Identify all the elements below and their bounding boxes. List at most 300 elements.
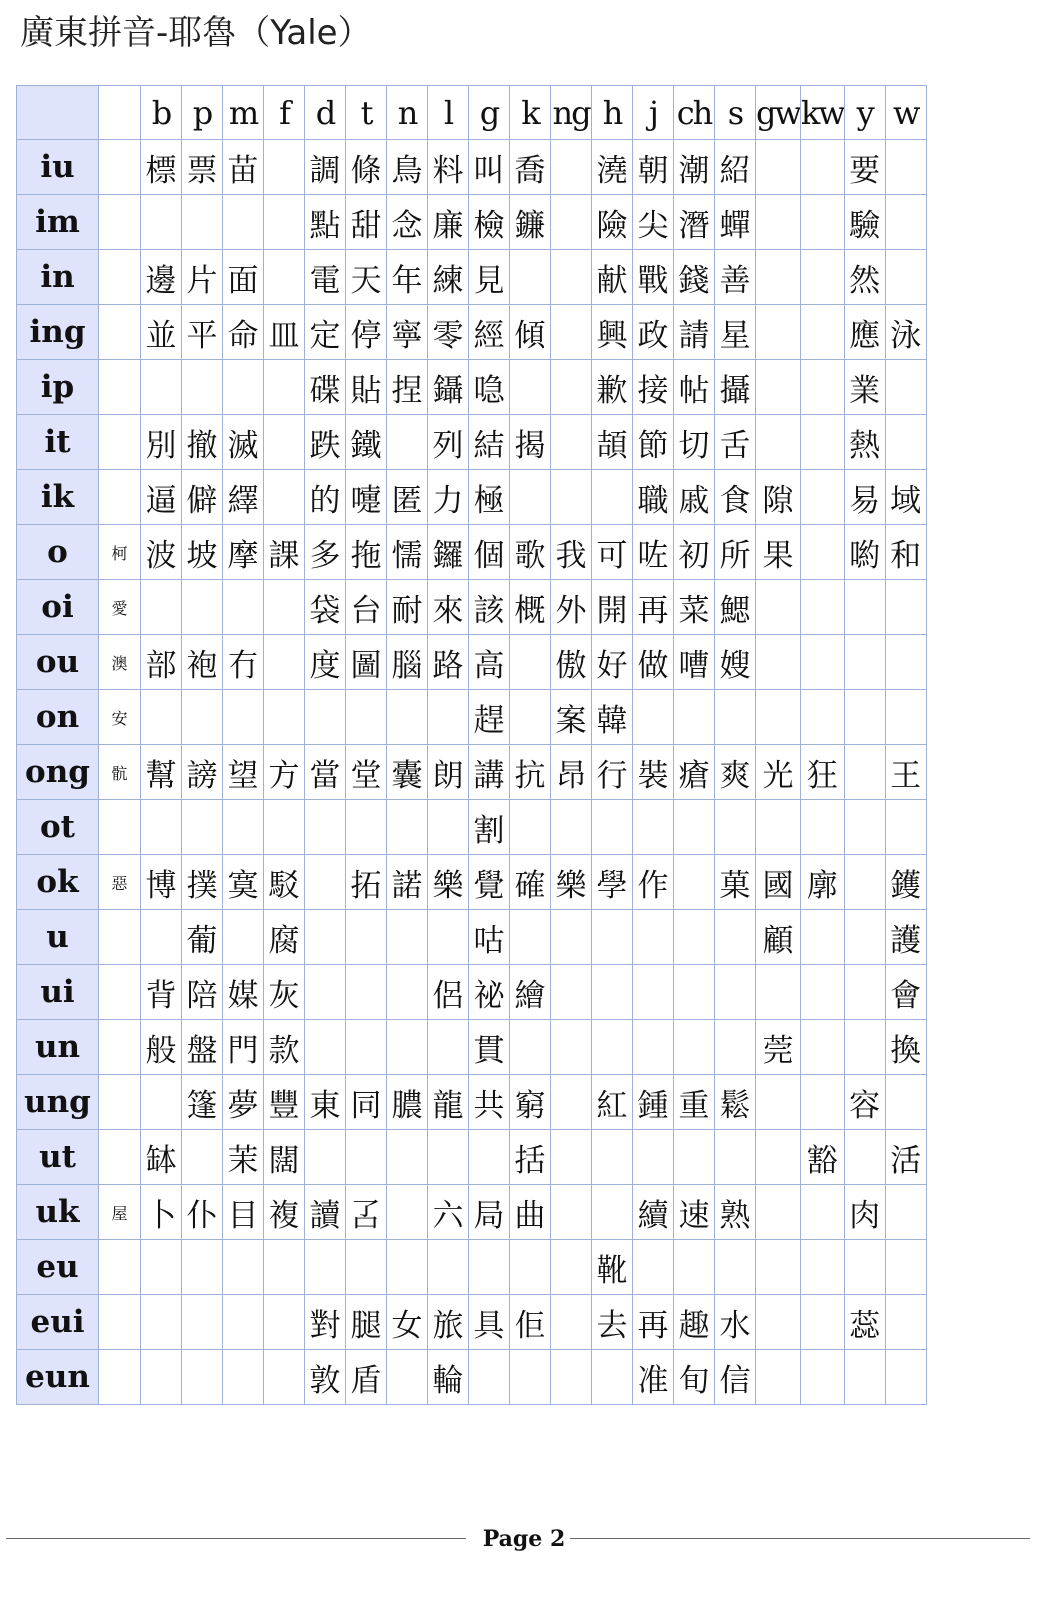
character-cell: [844, 745, 885, 800]
character-cell: [510, 250, 551, 305]
character-cell: 易: [844, 470, 885, 525]
character-cell: 熟: [715, 1185, 756, 1240]
character-cell: 對: [305, 1295, 346, 1350]
final-label-cell: ut: [17, 1130, 99, 1185]
character-cell: [592, 1020, 633, 1075]
character-cell: [264, 800, 305, 855]
character-cell: 職: [633, 470, 674, 525]
character-cell: 外: [551, 580, 592, 635]
character-cell: [99, 415, 141, 470]
character-cell: 光: [756, 745, 801, 800]
character-cell: [141, 580, 182, 635]
character-cell: [387, 965, 428, 1020]
character-cell: 熱: [844, 415, 885, 470]
character-cell: [715, 1130, 756, 1185]
character-cell: 屋: [99, 1185, 141, 1240]
character-cell: 龍: [428, 1075, 469, 1130]
character-cell: 泳: [885, 305, 926, 360]
character-cell: [844, 910, 885, 965]
character-cell: 袍: [182, 635, 223, 690]
final-label-cell: ip: [17, 360, 99, 415]
character-cell: [756, 1185, 801, 1240]
character-cell: [800, 910, 844, 965]
character-cell: 確: [510, 855, 551, 910]
character-cell: 貼: [346, 360, 387, 415]
character-cell: 紅: [592, 1075, 633, 1130]
character-cell: 喼: [469, 360, 510, 415]
character-cell: 來: [428, 580, 469, 635]
character-cell: 廓: [800, 855, 844, 910]
character-cell: [182, 580, 223, 635]
character-cell: [674, 1240, 715, 1295]
character-cell: [346, 1020, 387, 1075]
character-cell: 然: [844, 250, 885, 305]
character-cell: 裝: [633, 745, 674, 800]
character-cell: 鍾: [633, 1075, 674, 1130]
character-cell: [99, 1020, 141, 1075]
character-cell: 撲: [182, 855, 223, 910]
character-cell: [99, 1130, 141, 1185]
character-cell: [551, 1075, 592, 1130]
character-cell: 豐: [264, 1075, 305, 1130]
character-cell: 目: [223, 1185, 264, 1240]
character-cell: 節: [633, 415, 674, 470]
character-cell: [844, 1240, 885, 1295]
character-cell: [469, 1130, 510, 1185]
character-cell: [800, 415, 844, 470]
final-row: [17, 1350, 927, 1405]
character-cell: [715, 1240, 756, 1295]
character-cell: 盾: [346, 1350, 387, 1405]
character-cell: [387, 800, 428, 855]
character-cell: [756, 140, 801, 195]
character-cell: [756, 415, 801, 470]
character-cell: 戚: [674, 470, 715, 525]
character-cell: 繹: [223, 470, 264, 525]
character-cell: 瘡: [674, 745, 715, 800]
character-cell: 概: [510, 580, 551, 635]
character-cell: [182, 1130, 223, 1185]
character-cell: 繪: [510, 965, 551, 1020]
character-cell: [223, 1350, 264, 1405]
character-cell: 戰: [633, 250, 674, 305]
character-cell: 膿: [387, 1075, 428, 1130]
character-cell: 鑷: [428, 360, 469, 415]
character-cell: 爽: [715, 745, 756, 800]
character-cell: 咗: [633, 525, 674, 580]
character-cell: 會: [885, 965, 926, 1020]
character-cell: 叾: [346, 1185, 387, 1240]
character-cell: 善: [715, 250, 756, 305]
final-label-cell: ung: [17, 1075, 99, 1130]
character-cell: [305, 800, 346, 855]
character-cell: 媒: [223, 965, 264, 1020]
final-label-cell: eui: [17, 1295, 99, 1350]
character-cell: 片: [182, 250, 223, 305]
character-cell: [182, 1350, 223, 1405]
character-cell: 點: [305, 195, 346, 250]
character-cell: 列: [428, 415, 469, 470]
character-cell: [800, 195, 844, 250]
character-cell: [592, 1350, 633, 1405]
character-cell: 闊: [264, 1130, 305, 1185]
initial-header-cell: kw: [800, 86, 844, 140]
character-cell: 割: [469, 800, 510, 855]
character-cell: [510, 470, 551, 525]
character-cell: [99, 470, 141, 525]
character-cell: [428, 910, 469, 965]
character-cell: [264, 580, 305, 635]
character-cell: 紹: [715, 140, 756, 195]
character-cell: [387, 690, 428, 745]
character-cell: [800, 635, 844, 690]
character-cell: [264, 195, 305, 250]
character-cell: 駁: [264, 855, 305, 910]
character-cell: 邊: [141, 250, 182, 305]
character-cell: 嚏: [346, 470, 387, 525]
character-cell: [800, 470, 844, 525]
final-label-cell: ok: [17, 855, 99, 910]
character-cell: 腦: [387, 635, 428, 690]
character-cell: [223, 800, 264, 855]
character-cell: [844, 1350, 885, 1405]
character-cell: 韓: [592, 690, 633, 745]
character-cell: 切: [674, 415, 715, 470]
page-title: 廣東拼音-耶魯（Yale）: [20, 13, 372, 53]
final-row: [17, 360, 927, 415]
final-row: [17, 195, 927, 250]
character-cell: 票: [182, 140, 223, 195]
character-cell: [800, 965, 844, 1020]
character-cell: 窮: [510, 1075, 551, 1130]
character-cell: [844, 965, 885, 1020]
character-cell: [592, 800, 633, 855]
character-cell: 摩: [223, 525, 264, 580]
final-label-cell: in: [17, 250, 99, 305]
character-cell: [223, 195, 264, 250]
character-cell: [346, 965, 387, 1020]
character-cell: 續: [633, 1185, 674, 1240]
character-cell: [223, 1295, 264, 1350]
character-cell: 我: [551, 525, 592, 580]
final-row: [17, 250, 927, 305]
character-cell: [800, 1185, 844, 1240]
character-cell: [182, 800, 223, 855]
character-cell: 台: [346, 580, 387, 635]
character-cell: [387, 415, 428, 470]
character-cell: [99, 965, 141, 1020]
character-cell: 嘈: [674, 635, 715, 690]
character-cell: 命: [223, 305, 264, 360]
character-cell: [551, 360, 592, 415]
character-cell: 別: [141, 415, 182, 470]
character-cell: [844, 800, 885, 855]
character-cell: 零: [428, 305, 469, 360]
character-cell: 望: [223, 745, 264, 800]
character-cell: 可: [592, 525, 633, 580]
character-cell: [674, 690, 715, 745]
character-cell: [756, 1295, 801, 1350]
character-cell: [99, 195, 141, 250]
character-cell: [99, 1350, 141, 1405]
character-cell: 括: [510, 1130, 551, 1185]
character-cell: 活: [885, 1130, 926, 1185]
initial-header-cell: g: [469, 86, 510, 140]
character-cell: [633, 910, 674, 965]
character-cell: [756, 800, 801, 855]
final-label-cell: ing: [17, 305, 99, 360]
character-cell: [305, 855, 346, 910]
character-cell: 個: [469, 525, 510, 580]
character-cell: 域: [885, 470, 926, 525]
character-cell: 般: [141, 1020, 182, 1075]
character-cell: 政: [633, 305, 674, 360]
final-row: [17, 910, 927, 965]
character-cell: 盤: [182, 1020, 223, 1075]
initial-header-cell: k: [510, 86, 551, 140]
character-cell: [800, 1240, 844, 1295]
character-cell: [674, 855, 715, 910]
character-cell: [264, 250, 305, 305]
character-cell: 國: [756, 855, 801, 910]
character-cell: [264, 415, 305, 470]
character-cell: 傾: [510, 305, 551, 360]
character-cell: [800, 305, 844, 360]
character-cell: [756, 1350, 801, 1405]
character-cell: [387, 1240, 428, 1295]
character-cell: 換: [885, 1020, 926, 1075]
character-cell: [305, 1130, 346, 1185]
character-cell: [141, 910, 182, 965]
character-cell: 再: [633, 1295, 674, 1350]
character-cell: [800, 360, 844, 415]
character-cell: 咕: [469, 910, 510, 965]
character-cell: [592, 965, 633, 1020]
character-cell: 准: [633, 1350, 674, 1405]
character-cell: [800, 140, 844, 195]
character-cell: 學: [592, 855, 633, 910]
final-row: [17, 855, 927, 910]
character-cell: 款: [264, 1020, 305, 1075]
character-cell: [592, 1185, 633, 1240]
character-cell: 錢: [674, 250, 715, 305]
character-cell: 蕊: [844, 1295, 885, 1350]
character-cell: 佢: [510, 1295, 551, 1350]
character-cell: 朝: [633, 140, 674, 195]
final-label-cell: oi: [17, 580, 99, 635]
character-cell: [844, 1130, 885, 1185]
character-cell: [756, 635, 801, 690]
character-cell: [305, 965, 346, 1020]
character-cell: [551, 305, 592, 360]
character-cell: 初: [674, 525, 715, 580]
character-cell: 速: [674, 1185, 715, 1240]
character-cell: [756, 250, 801, 305]
character-cell: [510, 360, 551, 415]
character-cell: 結: [469, 415, 510, 470]
character-cell: 覺: [469, 855, 510, 910]
character-cell: [885, 1075, 926, 1130]
character-cell: 電: [305, 250, 346, 305]
character-cell: 多: [305, 525, 346, 580]
character-cell: 幫: [141, 745, 182, 800]
character-cell: [305, 910, 346, 965]
initial-header-cell: t: [346, 86, 387, 140]
character-cell: [387, 1350, 428, 1405]
character-cell: 匿: [387, 470, 428, 525]
character-cell: 傲: [551, 635, 592, 690]
character-cell: 靴: [592, 1240, 633, 1295]
character-cell: [428, 1020, 469, 1075]
character-cell: 抗: [510, 745, 551, 800]
character-cell: 興: [592, 305, 633, 360]
character-cell: 趕: [469, 690, 510, 745]
character-cell: [387, 1020, 428, 1075]
final-row: [17, 690, 927, 745]
character-cell: 冇: [223, 635, 264, 690]
character-cell: 拓: [346, 855, 387, 910]
character-cell: [99, 1075, 141, 1130]
character-cell: 調: [305, 140, 346, 195]
character-cell: [551, 140, 592, 195]
character-cell: [141, 1240, 182, 1295]
character-cell: [387, 1130, 428, 1185]
character-cell: [99, 140, 141, 195]
character-cell: 愛: [99, 580, 141, 635]
character-cell: [264, 1350, 305, 1405]
character-cell: [264, 360, 305, 415]
character-cell: 廉: [428, 195, 469, 250]
initial-header-cell: ng: [551, 86, 592, 140]
character-cell: [674, 1130, 715, 1185]
character-cell: 檢: [469, 195, 510, 250]
character-cell: 肉: [844, 1185, 885, 1240]
character-cell: [141, 1295, 182, 1350]
character-cell: 念: [387, 195, 428, 250]
character-cell: 輪: [428, 1350, 469, 1405]
character-cell: [264, 470, 305, 525]
character-cell: 王: [885, 745, 926, 800]
character-cell: 寧: [387, 305, 428, 360]
character-cell: [469, 1240, 510, 1295]
character-cell: [428, 1130, 469, 1185]
final-label-cell: u: [17, 910, 99, 965]
character-cell: [223, 580, 264, 635]
character-cell: [844, 635, 885, 690]
yale-romanization-table: [16, 85, 927, 1405]
character-cell: [346, 910, 387, 965]
character-cell: 標: [141, 140, 182, 195]
character-cell: 缽: [141, 1130, 182, 1185]
character-cell: 博: [141, 855, 182, 910]
character-cell: 鰓: [715, 580, 756, 635]
character-cell: 護: [885, 910, 926, 965]
final-row: [17, 140, 927, 195]
character-cell: 行: [592, 745, 633, 800]
character-cell: [428, 800, 469, 855]
character-cell: 碟: [305, 360, 346, 415]
final-row: [17, 745, 927, 800]
character-cell: 的: [305, 470, 346, 525]
initial-header-cell: y: [844, 86, 885, 140]
character-cell: [510, 1240, 551, 1295]
character-cell: [264, 635, 305, 690]
character-cell: 跌: [305, 415, 346, 470]
character-cell: 莞: [756, 1020, 801, 1075]
character-cell: 重: [674, 1075, 715, 1130]
character-cell: [800, 1075, 844, 1130]
character-cell: 複: [264, 1185, 305, 1240]
character-cell: 停: [346, 305, 387, 360]
character-cell: 揭: [510, 415, 551, 470]
character-cell: 極: [469, 470, 510, 525]
final-row: [17, 800, 927, 855]
character-cell: 捏: [387, 360, 428, 415]
final-label-cell: ou: [17, 635, 99, 690]
character-cell: 撤: [182, 415, 223, 470]
character-cell: [551, 1020, 592, 1075]
character-cell: [510, 800, 551, 855]
character-cell: [469, 1350, 510, 1405]
character-cell: 高: [469, 635, 510, 690]
character-cell: 趣: [674, 1295, 715, 1350]
initial-header-cell: ch: [674, 86, 715, 140]
character-cell: [99, 800, 141, 855]
final-label-cell: ik: [17, 470, 99, 525]
character-cell: [99, 305, 141, 360]
character-cell: [551, 965, 592, 1020]
initial-header-cell: b: [141, 86, 182, 140]
character-cell: [141, 1350, 182, 1405]
final-row: [17, 1020, 927, 1075]
character-cell: 懦: [387, 525, 428, 580]
character-cell: 波: [141, 525, 182, 580]
character-cell: 朗: [428, 745, 469, 800]
character-cell: 篷: [182, 1075, 223, 1130]
character-cell: [223, 360, 264, 415]
character-cell: 澆: [592, 140, 633, 195]
character-cell: 定: [305, 305, 346, 360]
character-cell: 門: [223, 1020, 264, 1075]
character-cell: 堂: [346, 745, 387, 800]
character-cell: [756, 965, 801, 1020]
character-cell: 隙: [756, 470, 801, 525]
character-cell: 共: [469, 1075, 510, 1130]
character-cell: 度: [305, 635, 346, 690]
character-cell: 要: [844, 140, 885, 195]
character-cell: [264, 140, 305, 195]
character-cell: 和: [885, 525, 926, 580]
final-label-cell: un: [17, 1020, 99, 1075]
character-cell: [885, 360, 926, 415]
character-cell: [885, 250, 926, 305]
character-cell: [264, 1240, 305, 1295]
character-cell: 鑼: [428, 525, 469, 580]
character-cell: [551, 195, 592, 250]
character-cell: [844, 1020, 885, 1075]
character-cell: 僻: [182, 470, 223, 525]
character-cell: 六: [428, 1185, 469, 1240]
character-cell: 叫: [469, 140, 510, 195]
character-cell: [387, 1185, 428, 1240]
character-cell: 讀: [305, 1185, 346, 1240]
character-cell: [800, 580, 844, 635]
initials-header-row: [17, 86, 927, 140]
character-cell: 請: [674, 305, 715, 360]
character-cell: [551, 800, 592, 855]
character-cell: 經: [469, 305, 510, 360]
initial-header-cell: l: [428, 86, 469, 140]
